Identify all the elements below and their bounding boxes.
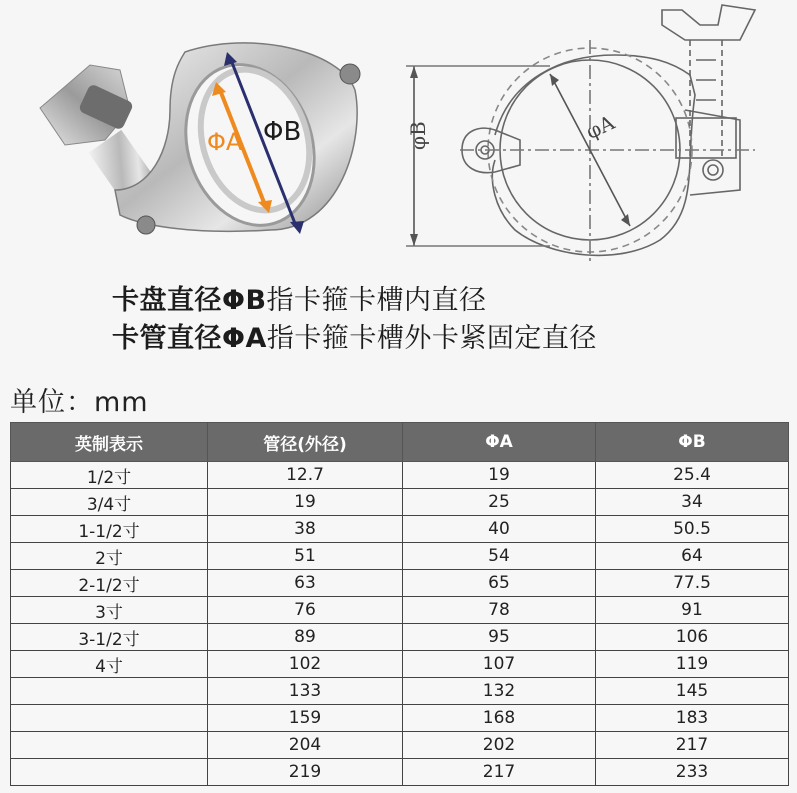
cell-pipe-od: 19: [208, 489, 403, 516]
phi-a-drawing-label: φA: [582, 110, 619, 144]
phi-a-photo-label: ΦA: [207, 128, 243, 156]
clamp-photo: [20, 30, 380, 260]
table-row: [11, 543, 789, 570]
cell-phi-a: 40: [403, 516, 596, 543]
header-phi-b: ΦB: [596, 423, 789, 462]
table-row: [11, 678, 789, 705]
cell-phi-a: 19: [403, 462, 596, 489]
caption-phi-b-description: 指卡箍卡槽内直径: [266, 285, 487, 316]
cell-pipe-od: 204: [208, 732, 403, 759]
table-row: [11, 651, 789, 678]
cell-phi-a: 202: [403, 732, 596, 759]
table-row: [11, 462, 789, 489]
cell-phi-a: 78: [403, 597, 596, 624]
caption-phi-a: [112, 316, 597, 355]
spec-table: [10, 422, 789, 786]
cell-imperial: 2寸: [11, 543, 208, 570]
cell-phi-a: 132: [403, 678, 596, 705]
cell-phi-a: 54: [403, 543, 596, 570]
table-row: [11, 759, 789, 786]
table-row: [11, 705, 789, 732]
cell-phi-b: 50.5: [596, 516, 789, 543]
cell-phi-a: 65: [403, 570, 596, 597]
caption-phi-a-term: 卡管直径ΦA: [112, 323, 267, 354]
phi-b-photo-label: ΦB: [263, 117, 302, 147]
cell-phi-a: 25: [403, 489, 596, 516]
cell-imperial: [11, 759, 208, 786]
table-header-row: [11, 423, 789, 462]
cell-phi-b: 34: [596, 489, 789, 516]
cell-pipe-od: 51: [208, 543, 403, 570]
header-imperial: 英制表示: [11, 423, 208, 462]
cell-pipe-od: 133: [208, 678, 403, 705]
cell-phi-b: 233: [596, 759, 789, 786]
table-row: [11, 624, 789, 651]
cell-phi-b: 91: [596, 597, 789, 624]
cell-pipe-od: 89: [208, 624, 403, 651]
cell-imperial: 4寸: [11, 651, 208, 678]
table-row: [11, 732, 789, 759]
cell-imperial: [11, 705, 208, 732]
cell-phi-b: 25.4: [596, 462, 789, 489]
cell-phi-a: 168: [403, 705, 596, 732]
caption-phi-b-term: 卡盘直径ΦB: [112, 285, 267, 316]
cell-phi-a: 95: [403, 624, 596, 651]
table-row: [11, 570, 789, 597]
cell-pipe-od: 38: [208, 516, 403, 543]
cell-imperial: 1/2寸: [11, 462, 208, 489]
cell-phi-b: 64: [596, 543, 789, 570]
table-row: [11, 597, 789, 624]
cell-phi-b: 145: [596, 678, 789, 705]
cell-imperial: 2-1/2寸: [11, 570, 208, 597]
cell-phi-b: 119: [596, 651, 789, 678]
cell-imperial: [11, 678, 208, 705]
cell-pipe-od: 219: [208, 759, 403, 786]
cell-imperial: 3-1/2寸: [11, 624, 208, 651]
phi-b-drawing-label: φB: [406, 121, 430, 150]
cell-pipe-od: 63: [208, 570, 403, 597]
cell-phi-a: 217: [403, 759, 596, 786]
cell-phi-b: 77.5: [596, 570, 789, 597]
cell-imperial: 3寸: [11, 597, 208, 624]
unit-label: 单位：mm: [10, 387, 149, 418]
header-phi-a: ΦA: [403, 423, 596, 462]
cell-phi-b: 217: [596, 732, 789, 759]
cell-imperial: [11, 732, 208, 759]
cell-imperial: 3/4寸: [11, 489, 208, 516]
cell-pipe-od: 102: [208, 651, 403, 678]
cell-pipe-od: 76: [208, 597, 403, 624]
cell-pipe-od: 12.7: [208, 462, 403, 489]
clamp-technical-drawing: [400, 0, 790, 275]
cell-imperial: 1-1/2寸: [11, 516, 208, 543]
cell-phi-b: 106: [596, 624, 789, 651]
caption-phi-b: [112, 278, 487, 317]
table-row: [11, 516, 789, 543]
caption-phi-a-description: 指卡箍卡槽外卡紧固定直径: [266, 323, 597, 354]
cell-phi-b: 183: [596, 705, 789, 732]
table-row: [11, 489, 789, 516]
cell-pipe-od: 159: [208, 705, 403, 732]
cell-phi-a: 107: [403, 651, 596, 678]
clamp-photo-illustration: [20, 30, 380, 260]
header-pipe-od: 管径(外径): [208, 423, 403, 462]
